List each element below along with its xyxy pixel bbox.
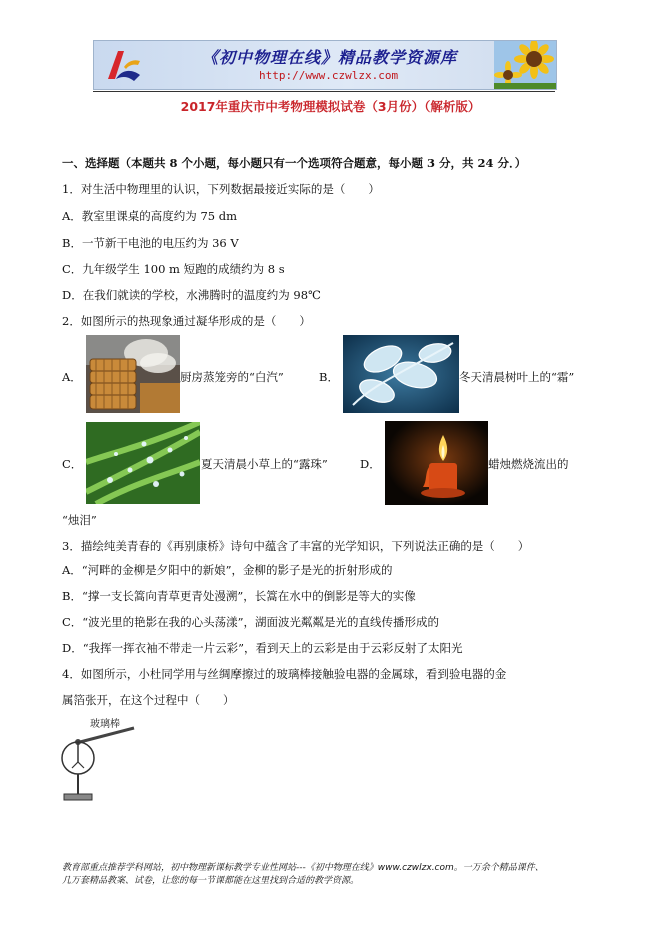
q2-option-b-letter: B． <box>319 370 339 384</box>
candle-image <box>385 421 488 505</box>
q3-option-d: D．“我挥一挥衣袖不带走一片云彩”，看到天上的云彩是由于云彩反射了太阳光 <box>62 641 463 655</box>
steamer-image <box>86 335 180 413</box>
electroscope-figure <box>60 714 142 808</box>
q1-stem: 1．对生活中物理里的认识，下列数据最接近实际的是（ ） <box>62 182 380 196</box>
q2-option-a-text: 厨房蒸笼旁的“白汽” <box>180 370 284 384</box>
q3-stem: 3．描绘纯美青春的《再别康桥》诗句中蕴含了丰富的光学知识，下列说法正确的是（ ） <box>62 539 530 553</box>
banner-url[interactable]: http://www.czwlzx.com <box>259 69 399 82</box>
q2-option-d-text: 蜡烛燃烧流出的 <box>488 457 569 471</box>
header-banner <box>93 40 557 90</box>
q3-option-a: A．“河畔的金柳是夕阳中的新娘”，金柳的影子是光的折射形成的 <box>62 563 393 577</box>
q2-option-b-text: 冬天清晨树叶上的“霜” <box>459 370 575 384</box>
sunflower-image <box>494 41 556 89</box>
q1-option-c: C．九年级学生 100 m 短跑的成绩约为 8 s <box>62 262 285 276</box>
q3-option-c: C．“波光里的艳影在我的心头荡漾”，湖面波光粼粼是光的直线传播形成的 <box>62 615 440 629</box>
q2-option-d-text-cont: “烛泪” <box>62 513 97 527</box>
header-rule <box>93 91 555 92</box>
frost-leaves-image <box>343 335 459 413</box>
q2-stem: 2．如图所示的热现象通过凝华形成的是（ ） <box>62 314 311 328</box>
document-title: 2017年重庆市中考物理模拟试卷（3月份）（解析版） <box>180 99 481 114</box>
page-footer <box>62 862 622 888</box>
q2-option-c-letter: C． <box>62 457 83 471</box>
footer-line-1: 教育部重点推荐学科网站，初中物理新课标教学专业性网站---《初中物理在线》www.czwlzx.com。一万余个精品课件、 <box>62 863 544 873</box>
q2-option-d-letter: D． <box>360 457 381 471</box>
banner-title: 《初中物理在线》精品教学资源库 <box>202 48 458 67</box>
q2-option-c-text: 夏天清晨小草上的“露珠” <box>201 457 328 471</box>
q4-stem-line2: 属箔张开，在这个过程中（ ） <box>62 693 235 707</box>
glass-rod-label: 玻璃棒 <box>90 719 120 730</box>
footer-line-2: 几万套精品教案、试卷，让您的每一节课都能在这里找到合适的教学资源。 <box>62 876 360 886</box>
q1-option-a: A．教室里课桌的高度约为 75 dm <box>62 209 238 223</box>
site-logo-icon <box>104 45 144 85</box>
dew-grass-image <box>86 422 200 504</box>
q2-option-a-letter: A． <box>62 370 82 384</box>
q4-stem-line1: 4．如图所示，小杜同学用与丝绸摩擦过的玻璃棒接触验电器的金属球，看到验电器的金 <box>62 667 507 681</box>
q1-option-d: D．在我们就读的学校，水沸腾时的温度约为 98℃ <box>62 288 321 302</box>
q1-option-b: B．一节新干电池的电压约为 36 V <box>62 236 239 250</box>
q3-option-b: B．“撑一支长篙向青草更青处漫溯”，长篙在水中的倒影是等大的实像 <box>62 589 416 603</box>
section-heading: 一、选择题（本题共 8 个小题，每小题只有一个选项符合题意，每小题 3 分，共 24 分．） <box>62 156 527 170</box>
